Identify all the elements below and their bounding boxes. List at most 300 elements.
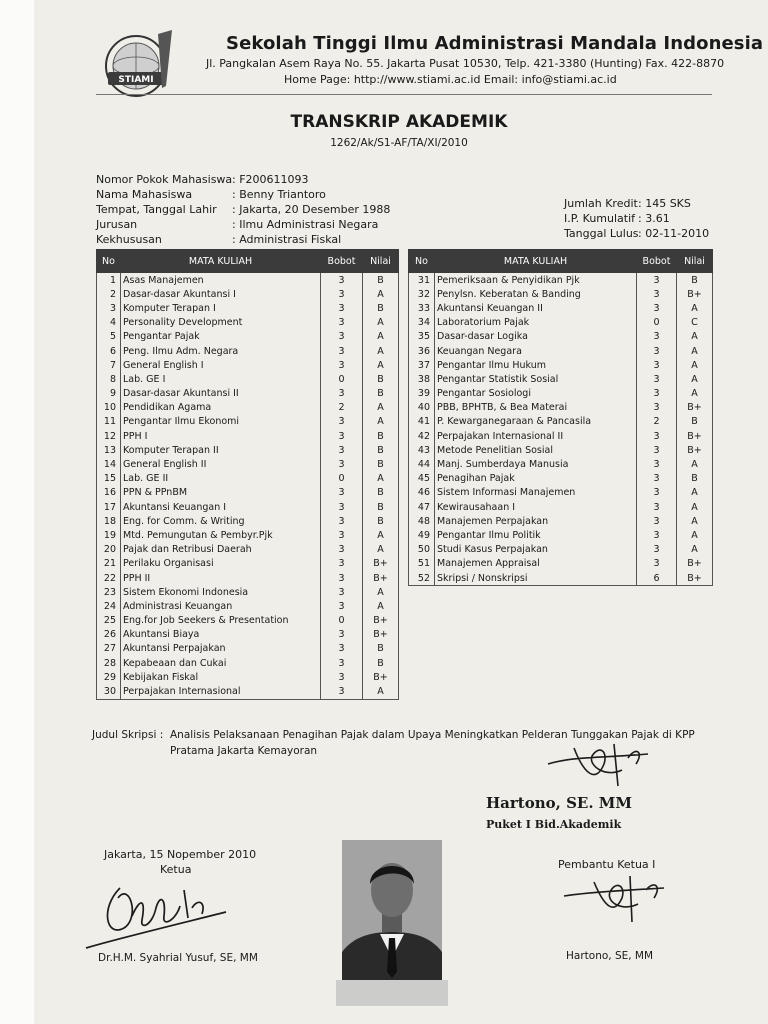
header-divider: [96, 94, 712, 95]
course-no: 7: [97, 358, 121, 372]
course-grade: A: [363, 316, 399, 330]
course-no: 25: [97, 614, 121, 628]
course-credits: 3: [321, 273, 363, 288]
puket-signature: [544, 734, 656, 790]
course-name: Perpajakan Internasional: [121, 684, 321, 699]
course-name: Komputer Terapan I: [121, 301, 321, 315]
course-name: PPN & PPnBM: [121, 486, 321, 500]
course-name: Pengantar Statistik Sosial: [435, 372, 637, 386]
course-name: Perilaku Organisasi: [121, 557, 321, 571]
course-credits: 3: [637, 344, 677, 358]
info-row: [96, 217, 390, 232]
table-row: [409, 443, 713, 457]
course-grade: A: [677, 543, 713, 557]
course-no: 21: [97, 557, 121, 571]
course-no: 45: [409, 472, 435, 486]
course-credits: 3: [321, 670, 363, 684]
course-name: Komputer Terapan II: [121, 443, 321, 457]
course-credits: 0: [637, 316, 677, 330]
course-credits: 3: [321, 457, 363, 471]
course-grade: B: [363, 514, 399, 528]
course-name: Dasar-dasar Akuntansi I: [121, 287, 321, 301]
course-name: Eng.for Job Seekers & Presentation: [121, 614, 321, 628]
course-no: 4: [97, 316, 121, 330]
table-row: [97, 684, 399, 699]
course-grade: A: [363, 472, 399, 486]
table-row: [97, 372, 399, 386]
info-label: Kekhususan: [96, 233, 162, 246]
table-row: [97, 358, 399, 372]
course-no: 31: [409, 273, 435, 288]
pembantu-name: Hartono, SE, MM: [566, 950, 654, 962]
table-row: [409, 401, 713, 415]
table-row: [97, 415, 399, 429]
course-grade: B: [363, 273, 399, 288]
course-name: Pengantar Ilmu Hukum: [435, 358, 637, 372]
course-grade: A: [363, 585, 399, 599]
course-credits: 3: [637, 387, 677, 401]
course-no: 42: [409, 429, 435, 443]
course-grade: B+: [677, 557, 713, 571]
course-grade: B+: [677, 287, 713, 301]
course-name: Studi Kasus Perpajakan: [435, 543, 637, 557]
course-credits: 3: [637, 514, 677, 528]
course-name: Akuntansi Keuangan II: [435, 301, 637, 315]
course-credits: 3: [637, 486, 677, 500]
course-grade: A: [677, 344, 713, 358]
course-credits: 3: [637, 273, 677, 288]
course-name: Manajemen Perpajakan: [435, 514, 637, 528]
info-row: [96, 202, 390, 217]
course-name: Personality Development: [121, 316, 321, 330]
course-credits: 2: [321, 401, 363, 415]
table-row: [97, 344, 399, 358]
course-no: 13: [97, 443, 121, 457]
table-row: [97, 330, 399, 344]
course-name: Sistem Informasi Manajemen: [435, 486, 637, 500]
course-credits: 3: [321, 316, 363, 330]
table-row: [97, 472, 399, 486]
course-name: Laboratorium Pajak: [435, 316, 637, 330]
info-label: Nomor Pokok Mahasiswa: [96, 173, 233, 186]
course-credits: 3: [321, 344, 363, 358]
course-no: 15: [97, 472, 121, 486]
course-grade: B: [363, 642, 399, 656]
table-row: [97, 543, 399, 557]
pembantu-title: Pembantu Ketua I: [558, 858, 656, 871]
course-grade: A: [677, 486, 713, 500]
course-credits: 3: [321, 642, 363, 656]
course-no: 33: [409, 301, 435, 315]
course-table-right: [408, 249, 713, 586]
table-row: [97, 628, 399, 642]
puket-role: Puket I Bid.Akademik: [486, 818, 622, 831]
course-name: Pajak dan Retribusi Daerah: [121, 543, 321, 557]
table-row: [97, 287, 399, 301]
course-credits: 3: [321, 585, 363, 599]
course-no: 46: [409, 486, 435, 500]
course-credits: 3: [321, 628, 363, 642]
table-row: [409, 415, 713, 429]
course-no: 47: [409, 500, 435, 514]
summary-label: Tanggal Lulus: [564, 227, 639, 240]
table-row: [409, 287, 713, 301]
table-row: [409, 528, 713, 542]
summary-value: : 02-11-2010: [638, 227, 710, 240]
course-name: Skripsi / Nonskripsi: [435, 571, 637, 586]
course-credits: 3: [321, 557, 363, 571]
table-row: [97, 429, 399, 443]
course-name: Penylsn. Keberatan & Banding: [435, 287, 637, 301]
course-name: Kewirausahaan I: [435, 500, 637, 514]
course-credits: 2: [637, 415, 677, 429]
table-row: [409, 358, 713, 372]
course-grade: A: [363, 401, 399, 415]
course-grade: A: [363, 415, 399, 429]
course-credits: 3: [321, 429, 363, 443]
course-grade: A: [677, 301, 713, 315]
course-no: 29: [97, 670, 121, 684]
course-no: 43: [409, 443, 435, 457]
course-name: Asas Manajemen: [121, 273, 321, 288]
table-row: [409, 571, 713, 586]
course-name: Lab. GE II: [121, 472, 321, 486]
table-row: [97, 387, 399, 401]
course-grade: A: [677, 457, 713, 471]
course-credits: 3: [321, 500, 363, 514]
course-no: 37: [409, 358, 435, 372]
col-header-grade: Nilai: [363, 250, 399, 273]
course-credits: 3: [321, 684, 363, 699]
course-grade: A: [677, 358, 713, 372]
course-no: 23: [97, 585, 121, 599]
course-no: 18: [97, 514, 121, 528]
col-header-grade: Nilai: [677, 250, 713, 273]
course-name: General English I: [121, 358, 321, 372]
info-row: [96, 187, 390, 202]
course-grade: A: [363, 528, 399, 542]
table-row: [97, 585, 399, 599]
table-row: [97, 656, 399, 670]
course-name: Penagihan Pajak: [435, 472, 637, 486]
course-grade: B: [677, 472, 713, 486]
course-credits: 3: [637, 528, 677, 542]
course-no: 3: [97, 301, 121, 315]
ketua-signature: [80, 868, 230, 960]
course-name: P. Kewarganegaraan & Pancasila: [435, 415, 637, 429]
course-credits: 3: [637, 443, 677, 457]
course-grade: B+: [363, 571, 399, 585]
course-credits: 3: [637, 358, 677, 372]
academic-summary: [564, 196, 709, 241]
course-grade: A: [677, 330, 713, 344]
summary-row: [564, 211, 709, 226]
course-grade: A: [363, 599, 399, 613]
course-credits: 3: [321, 514, 363, 528]
course-grade: A: [677, 528, 713, 542]
puket-name: Hartono, SE. MM: [486, 794, 633, 812]
course-no: 5: [97, 330, 121, 344]
course-no: 28: [97, 656, 121, 670]
info-label: Tempat, Tanggal Lahir: [96, 203, 217, 216]
course-name: Dasar-dasar Akuntansi II: [121, 387, 321, 401]
course-credits: 0: [321, 472, 363, 486]
course-grade: B: [363, 500, 399, 514]
info-value: : Jakarta, 20 Desember 1988: [232, 203, 391, 216]
course-grade: B+: [363, 614, 399, 628]
course-credits: 3: [637, 457, 677, 471]
course-grade: B: [363, 457, 399, 471]
student-info: [96, 172, 390, 247]
course-credits: 3: [637, 500, 677, 514]
course-no: 11: [97, 415, 121, 429]
course-name: Lab. GE I: [121, 372, 321, 386]
table-row: [97, 599, 399, 613]
course-credits: 3: [321, 543, 363, 557]
course-no: 41: [409, 415, 435, 429]
course-credits: 0: [321, 372, 363, 386]
course-grade: B: [363, 486, 399, 500]
course-credits: 3: [637, 330, 677, 344]
course-no: 51: [409, 557, 435, 571]
course-no: 12: [97, 429, 121, 443]
course-name: Kepabeaan dan Cukai: [121, 656, 321, 670]
summary-value: : 145 SKS: [638, 197, 691, 210]
course-name: Akuntansi Perpajakan: [121, 642, 321, 656]
document-title: TRANSKRIP AKADEMIK: [290, 112, 508, 132]
course-name: Manajemen Appraisal: [435, 557, 637, 571]
course-no: 6: [97, 344, 121, 358]
course-name: General English II: [121, 457, 321, 471]
course-grade: B: [363, 301, 399, 315]
course-grade: B: [363, 429, 399, 443]
col-header-course: MATA KULIAH: [121, 250, 321, 273]
course-name: Eng. for Comm. & Writing: [121, 514, 321, 528]
course-name: Pendidikan Agama: [121, 401, 321, 415]
course-grade: A: [363, 684, 399, 699]
course-no: 49: [409, 528, 435, 542]
course-credits: 3: [637, 472, 677, 486]
course-no: 35: [409, 330, 435, 344]
course-credits: 3: [321, 301, 363, 315]
table-row: [97, 500, 399, 514]
course-grade: B+: [363, 628, 399, 642]
course-no: 39: [409, 387, 435, 401]
course-no: 1: [97, 273, 121, 288]
info-label: Jurusan: [96, 218, 138, 231]
course-no: 17: [97, 500, 121, 514]
course-credits: 3: [321, 571, 363, 585]
course-credits: 3: [321, 387, 363, 401]
course-credits: 3: [321, 358, 363, 372]
course-grade: A: [677, 500, 713, 514]
course-credits: 3: [637, 557, 677, 571]
course-no: 50: [409, 543, 435, 557]
course-name: Pengantar Pajak: [121, 330, 321, 344]
course-grade: A: [677, 372, 713, 386]
course-grade: A: [363, 330, 399, 344]
place-date: Jakarta, 15 Nopember 2010: [104, 848, 257, 861]
table-row: [409, 372, 713, 386]
course-grade: B+: [363, 670, 399, 684]
course-grade: B+: [677, 443, 713, 457]
table-row: [97, 528, 399, 542]
table-row: [409, 429, 713, 443]
course-rows-right: [409, 273, 713, 586]
ketua-title: Ketua: [160, 863, 192, 876]
course-no: 24: [97, 599, 121, 613]
table-header-row: [409, 250, 713, 273]
course-grade: A: [363, 344, 399, 358]
course-grade: B+: [677, 429, 713, 443]
course-grade: B: [363, 656, 399, 670]
institution-homepage: Home Page: http://www.stiami.ac.id Email: info@stiami.ac.id: [284, 73, 617, 86]
document-number: 1262/Ak/S1-AF/TA/XI/2010: [330, 137, 468, 149]
course-no: 8: [97, 372, 121, 386]
course-grade: A: [677, 514, 713, 528]
photo-stamp-residue: [336, 980, 448, 1006]
page-edge: [0, 0, 34, 1024]
course-no: 38: [409, 372, 435, 386]
course-grade: B: [363, 443, 399, 457]
table-row: [97, 614, 399, 628]
table-row: [409, 330, 713, 344]
course-name: Pengantar Ilmu Ekonomi: [121, 415, 321, 429]
course-grade: B: [363, 372, 399, 386]
course-name: PPH II: [121, 571, 321, 585]
course-credits: 0: [321, 614, 363, 628]
col-header-course: MATA KULIAH: [435, 250, 637, 273]
course-no: 22: [97, 571, 121, 585]
table-row: [97, 443, 399, 457]
pembantu-signature: [560, 870, 670, 930]
course-credits: 3: [637, 301, 677, 315]
course-credits: 3: [321, 443, 363, 457]
course-name: Mtd. Pemungutan & Pembyr.Pjk: [121, 528, 321, 542]
table-row: [409, 387, 713, 401]
table-row: [97, 486, 399, 500]
course-name: Dasar-dasar Logika: [435, 330, 637, 344]
course-credits: 6: [637, 571, 677, 586]
table-row: [97, 457, 399, 471]
course-table-left: [96, 249, 399, 700]
col-header-credits: Bobot: [637, 250, 677, 273]
table-row: [97, 557, 399, 571]
course-no: 2: [97, 287, 121, 301]
table-row: [97, 642, 399, 656]
student-photo: [342, 840, 442, 980]
course-grade: B: [677, 273, 713, 288]
logo-text: STIAMI: [118, 75, 154, 85]
course-grade: A: [677, 387, 713, 401]
col-header-no: No: [97, 250, 121, 273]
course-grade: B+: [677, 401, 713, 415]
course-name: Sistem Ekonomi Indonesia: [121, 585, 321, 599]
course-grade: B: [363, 387, 399, 401]
course-no: 32: [409, 287, 435, 301]
course-name: Metode Penelitian Sosial: [435, 443, 637, 457]
course-name: Keuangan Negara: [435, 344, 637, 358]
course-name: Administrasi Keuangan: [121, 599, 321, 613]
course-name: Perpajakan Internasional II: [435, 429, 637, 443]
course-no: 19: [97, 528, 121, 542]
course-credits: 3: [637, 372, 677, 386]
course-grade: C: [677, 316, 713, 330]
table-row: [409, 472, 713, 486]
course-grade: A: [363, 358, 399, 372]
course-no: 9: [97, 387, 121, 401]
course-no: 40: [409, 401, 435, 415]
table-row: [97, 316, 399, 330]
course-name: Manj. Sumberdaya Manusia: [435, 457, 637, 471]
summary-value: : 3.61: [638, 212, 670, 225]
course-no: 16: [97, 486, 121, 500]
course-name: Pengantar Sosiologi: [435, 387, 637, 401]
institution-address: Jl. Pangkalan Asem Raya No. 55. Jakarta Pusat 10530, Telp. 421-3380 (Hunting) Fax. 422-8870: [206, 57, 725, 70]
table-row: [409, 301, 713, 315]
course-name: PPH I: [121, 429, 321, 443]
table-row: [409, 457, 713, 471]
course-no: 26: [97, 628, 121, 642]
course-no: 34: [409, 316, 435, 330]
ketua-name: Dr.H.M. Syahrial Yusuf, SE, MM: [98, 952, 258, 964]
course-credits: 3: [321, 528, 363, 542]
table-row: [97, 670, 399, 684]
info-value: : Administrasi Fiskal: [232, 233, 342, 246]
course-grade: B+: [677, 571, 713, 586]
course-credits: 3: [637, 287, 677, 301]
course-name: Akuntansi Biaya: [121, 628, 321, 642]
course-credits: 3: [321, 656, 363, 670]
course-name: Kebijakan Fiskal: [121, 670, 321, 684]
course-name: PBB, BPHTB, & Bea Materai: [435, 401, 637, 415]
thesis-line-2: Pratama Jakarta Kemayoran: [170, 745, 318, 757]
course-credits: 3: [321, 330, 363, 344]
course-credits: 3: [637, 429, 677, 443]
summary-row: [564, 196, 709, 211]
table-row: [97, 514, 399, 528]
course-no: 48: [409, 514, 435, 528]
table-row: [97, 273, 399, 288]
col-header-credits: Bobot: [321, 250, 363, 273]
course-no: 30: [97, 684, 121, 699]
thesis-label: Judul Skripsi :: [92, 729, 164, 741]
course-no: 20: [97, 543, 121, 557]
course-credits: 3: [637, 401, 677, 415]
table-row: [409, 344, 713, 358]
col-header-no: No: [409, 250, 435, 273]
table-row: [409, 486, 713, 500]
course-grade: B+: [363, 557, 399, 571]
course-credits: 3: [637, 543, 677, 557]
course-grade: A: [363, 543, 399, 557]
table-row: [409, 500, 713, 514]
summary-label: Jumlah Kredit: [564, 197, 638, 210]
info-label: Nama Mahasiswa: [96, 188, 193, 201]
course-rows-left: [97, 273, 399, 700]
course-credits: 3: [321, 287, 363, 301]
course-name: Pemeriksaan & Penyidikan Pjk: [435, 273, 637, 288]
course-credits: 3: [321, 415, 363, 429]
summary-label: I.P. Kumulatif: [564, 212, 636, 225]
course-name: Pengantar Ilmu Politik: [435, 528, 637, 542]
table-row: [409, 316, 713, 330]
course-no: 14: [97, 457, 121, 471]
info-row: [96, 232, 390, 247]
table-row: [409, 557, 713, 571]
course-grade: A: [363, 287, 399, 301]
table-header-row: [97, 250, 399, 273]
